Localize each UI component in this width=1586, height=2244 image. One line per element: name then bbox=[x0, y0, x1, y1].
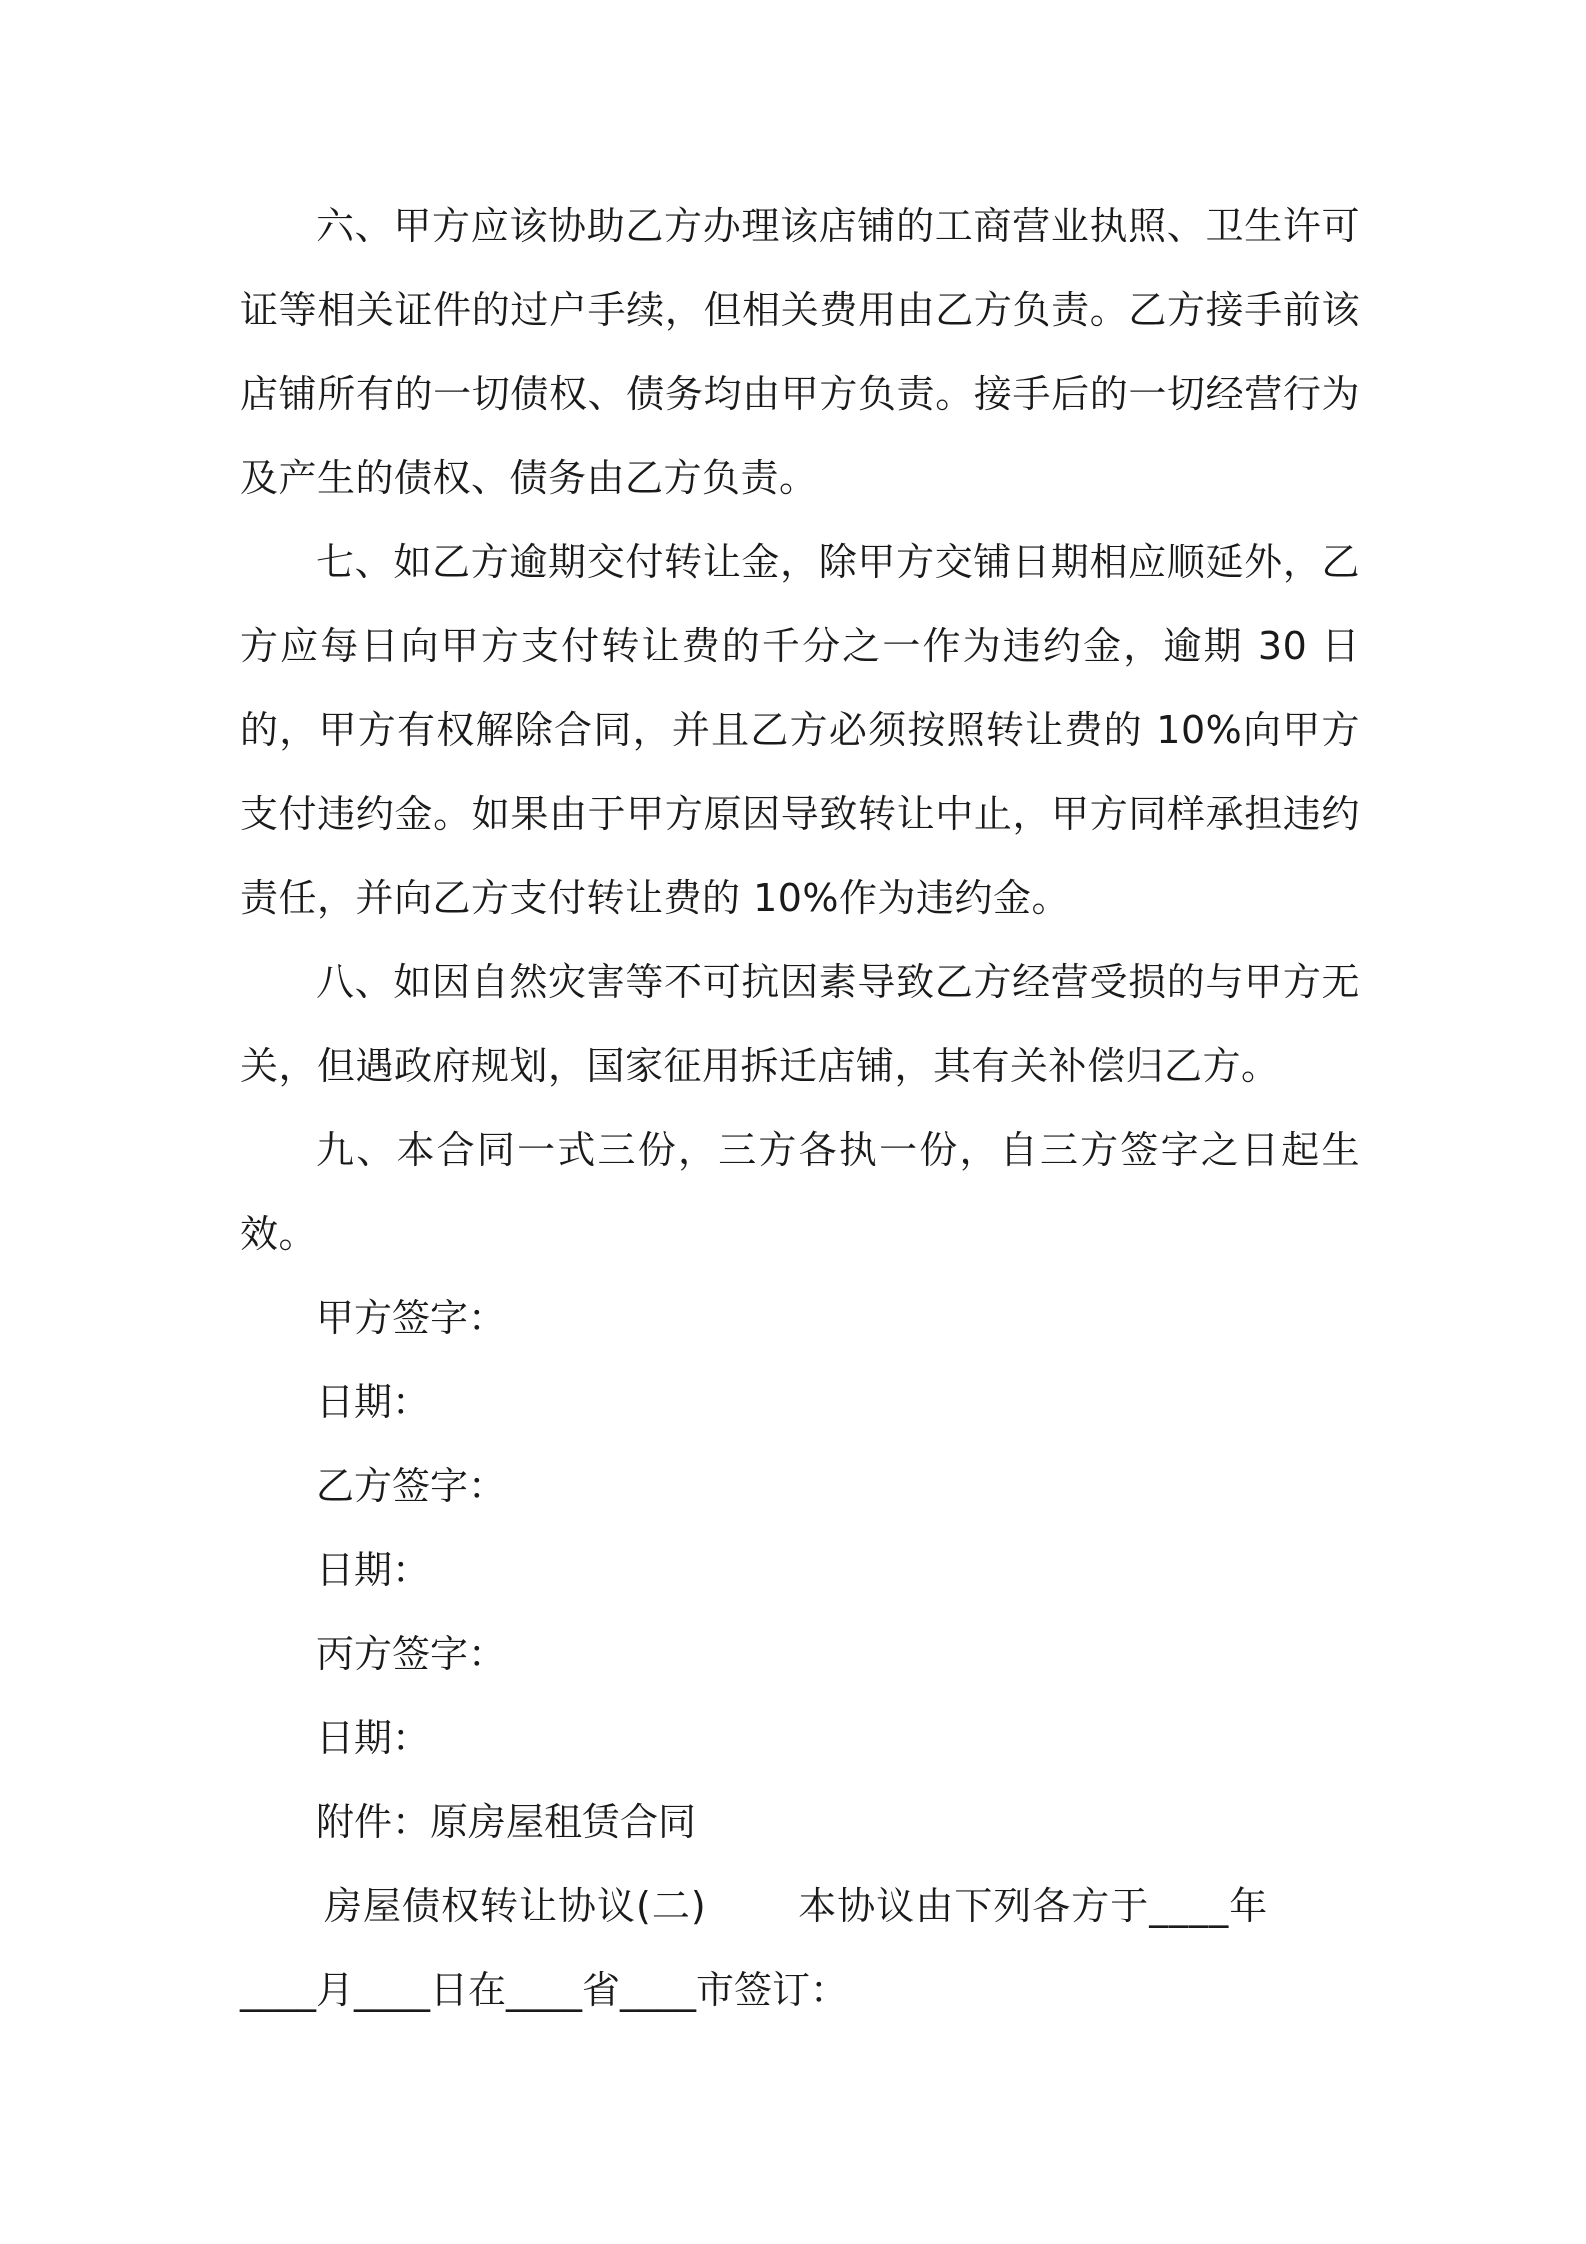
clause-9-paragraph: 九、本合同一式三份，三方各执一份，自三方签字之日起生效。 bbox=[240, 1128, 1360, 1256]
party-a-date-label: 日期： bbox=[316, 1380, 431, 1424]
next-agreement-heading-line: 房屋债权转让协议(二) 本协议由下列各方于____年 bbox=[324, 1884, 1269, 1928]
party-a-signature-label: 甲方签字： bbox=[316, 1296, 507, 1340]
party-b-signature-label: 乙方签字： bbox=[316, 1464, 507, 1508]
party-c-signature-label: 丙方签字： bbox=[316, 1632, 507, 1676]
party-c-date-label: 日期： bbox=[316, 1716, 431, 1760]
clause-8-paragraph: 八、如因自然灾害等不可抗因素导致乙方经营受损的与甲方无关，但遇政府规划，国家征用拆迁店铺，其有关补偿归乙方。 bbox=[240, 960, 1360, 1088]
attachment-line: 附件：原房屋租赁合同 bbox=[316, 1800, 697, 1844]
clause-6-paragraph: 六、甲方应该协助乙方办理该店铺的工商营业执照、卫生许可证等相关证件的过户手续，但相关费用由乙方负责。乙方接手前该店铺所有的一切债权、债务均由甲方负责。接手后的一切经营行为及产生的债权、债务由乙方负责。 bbox=[240, 204, 1360, 500]
next-agreement-date-place-line: ____月____日在____省____市签订： bbox=[240, 1968, 849, 2012]
party-b-date-label: 日期： bbox=[316, 1548, 431, 1592]
clause-7-paragraph: 七、如乙方逾期交付转让金，除甲方交铺日期相应顺延外，乙方应每日向甲方支付转让费的千分之一作为违约金，逾期 30 日的，甲方有权解除合同，并且乙方必须按照转让费的 10%向甲方支付违约金。如果由于甲方原因导致转让中止，甲方同样承担违约责任，并向乙方支付转让费的 10%作为违约金。 bbox=[240, 540, 1360, 920]
